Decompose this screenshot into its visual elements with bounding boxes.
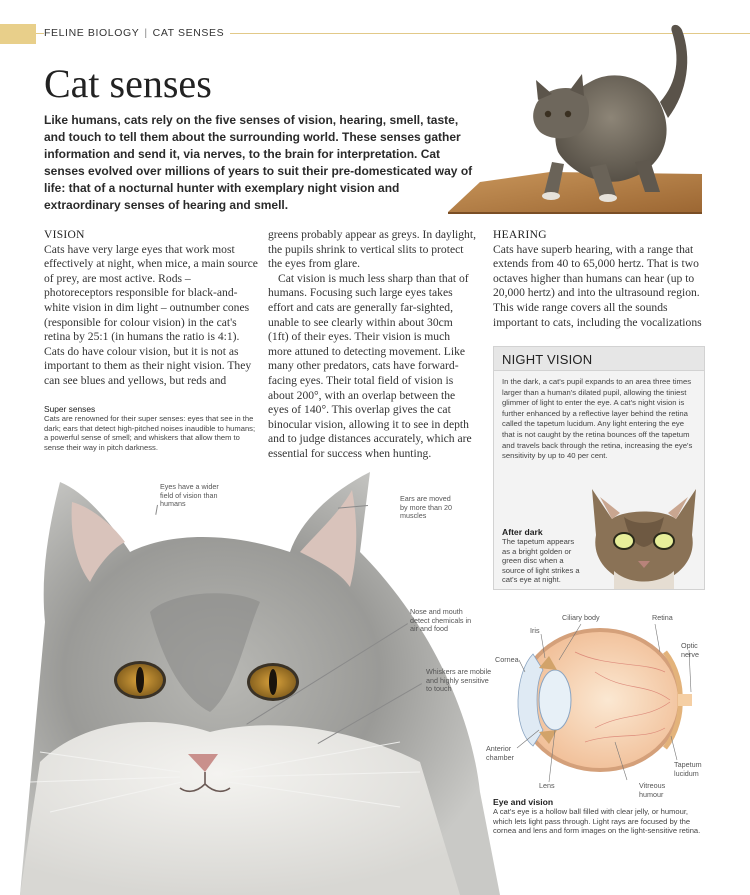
night-cat-photo xyxy=(584,475,704,589)
super-senses-text: Cats are renowned for their super senses: eyes that see in the dark; ears that detect high-pitched noises inaudible to humans; a powerful sense of smell; and whiskers that allow them to sense their way in pitch darkness. xyxy=(44,414,256,452)
night-vision-body: In the dark, a cat's pupil expands to an area three times larger than a human's dilated pupil, allowing the tiniest glimmer of light to enter the eye. A cat's night vision is further enhanced by a reflective layer behind the retina called the tapetum lucidum. Any light entering the eye that is not caught by the retina bounces off the tapetum and travels back through the retina, increasing the eye's sensitivity by up to 40 per cent. xyxy=(502,377,693,461)
after-dark-text: The tapetum appears as a bright golden or green disc when a source of light strikes a cat's eye at night. xyxy=(502,537,580,585)
ears-annotation: Ears are moved by more than 20 muscles xyxy=(400,494,452,521)
label-retina: Retina xyxy=(652,613,673,622)
after-dark-caption xyxy=(502,527,584,585)
vision-column-left xyxy=(44,228,262,388)
vision-paragraph-1-continued: greens probably appear as greys. In daylight, the pupils shrink to vertical slits to protect the eyes from glare. xyxy=(268,228,476,271)
playing-cat-photo xyxy=(440,22,710,214)
vision-column-middle xyxy=(268,228,476,462)
whiskers-annotation: Whiskers are mobile and highly sensitive to touch xyxy=(426,667,492,694)
header-section: FELINE BIOLOGY xyxy=(44,27,140,39)
label-vitreous-humour: Vitreous humour xyxy=(639,781,666,799)
after-dark-heading: After dark xyxy=(502,527,543,537)
night-vision-heading: NIGHT VISION xyxy=(494,347,704,371)
eye-caption-text: A cat's eye is a hollow ball filled with clear jelly, or humour, which lets light pass through. Light rays are focused by the cornea and lens and form images on the light-sensitive retina. xyxy=(493,807,701,836)
header-color-tab xyxy=(0,24,36,44)
vision-paragraph-2: Cat vision is much less sharp than that of humans. Focusing such large eyes takes effort and cats are generally far-sighted, unable to see clearly within about 30cm (1ft) of their eyes. Their vision is much more attuned to detecting movement. Like many other predators, cats have forward-facing eyes. Their total field of vision is about 200°, with an overlap between the eyes of 140°. This overlap gives the cat binocular vision, allowing it to see in depth and to judge distances accurately, which are essential for success when hunting. xyxy=(268,271,472,460)
label-ciliary-body: Ciliary body xyxy=(562,613,600,622)
night-vision-panel xyxy=(493,346,705,590)
header-separator: | xyxy=(144,27,148,39)
label-optic-nerve: Optic nerve xyxy=(681,641,699,659)
page-title: Cat senses xyxy=(44,61,212,106)
intro-paragraph: Like humans, cats rely on the five senses of vision, hearing, smell, taste, and touch to tell them about the surrounding world. These senses gather information and send it, via nerves, to the brain for interpretation. Cat senses evolved over millions of years to suit their pre-domesticated way of life: that of a nocturnal hunter with exemplary night vision and extraordinary senses of hearing and smell. xyxy=(44,113,473,212)
super-senses-caption xyxy=(44,404,259,452)
eyes-annotation: Eyes have a wider field of vision than humans xyxy=(160,482,219,509)
vision-paragraph-1: Cats have very large eyes that work most effectively at night, when mice, a main source of prey, are most active. Rods – photoreceptors responsible for black-and-white vision in dim light – outnumber cones (responsible for colour vision) in the cat's retina by 25:1 (in humans the ratio is 4:1). Cats do have colour vision, but it is not as important to them as their night vision. They can see blues and yellows, but reds and xyxy=(44,242,258,387)
hearing-column xyxy=(493,228,705,330)
night-vision-text xyxy=(502,377,698,462)
label-anterior-chamber: Anterior chamber xyxy=(486,744,514,762)
nose-annotation: Nose and mouth detect chemicals in air and food xyxy=(410,607,472,634)
label-iris: Iris xyxy=(530,626,540,635)
hearing-paragraph-1: Cats have superb hearing, with a range that extends from 40 to 65,000 hertz. That is two octaves higher than humans can hear (up to 20,000 hertz) and into the ultrasound region. This wide range covers all the sounds important to cats, including the vocalizations xyxy=(493,242,702,329)
header-breadcrumb xyxy=(44,27,230,39)
eye-caption-heading: Eye and vision xyxy=(493,797,554,807)
hearing-heading: HEARING xyxy=(493,229,547,241)
vision-heading: VISION xyxy=(44,229,85,241)
header-topic: CAT SENSES xyxy=(152,27,225,39)
eye-diagram-caption xyxy=(493,797,705,836)
label-tapetum-lucidum: Tapetum lucidum xyxy=(674,760,702,778)
longhair-cat-photo xyxy=(0,462,500,895)
super-senses-heading: Super senses xyxy=(44,404,96,414)
label-cornea: Cornea xyxy=(495,655,519,664)
label-lens: Lens xyxy=(539,781,555,790)
